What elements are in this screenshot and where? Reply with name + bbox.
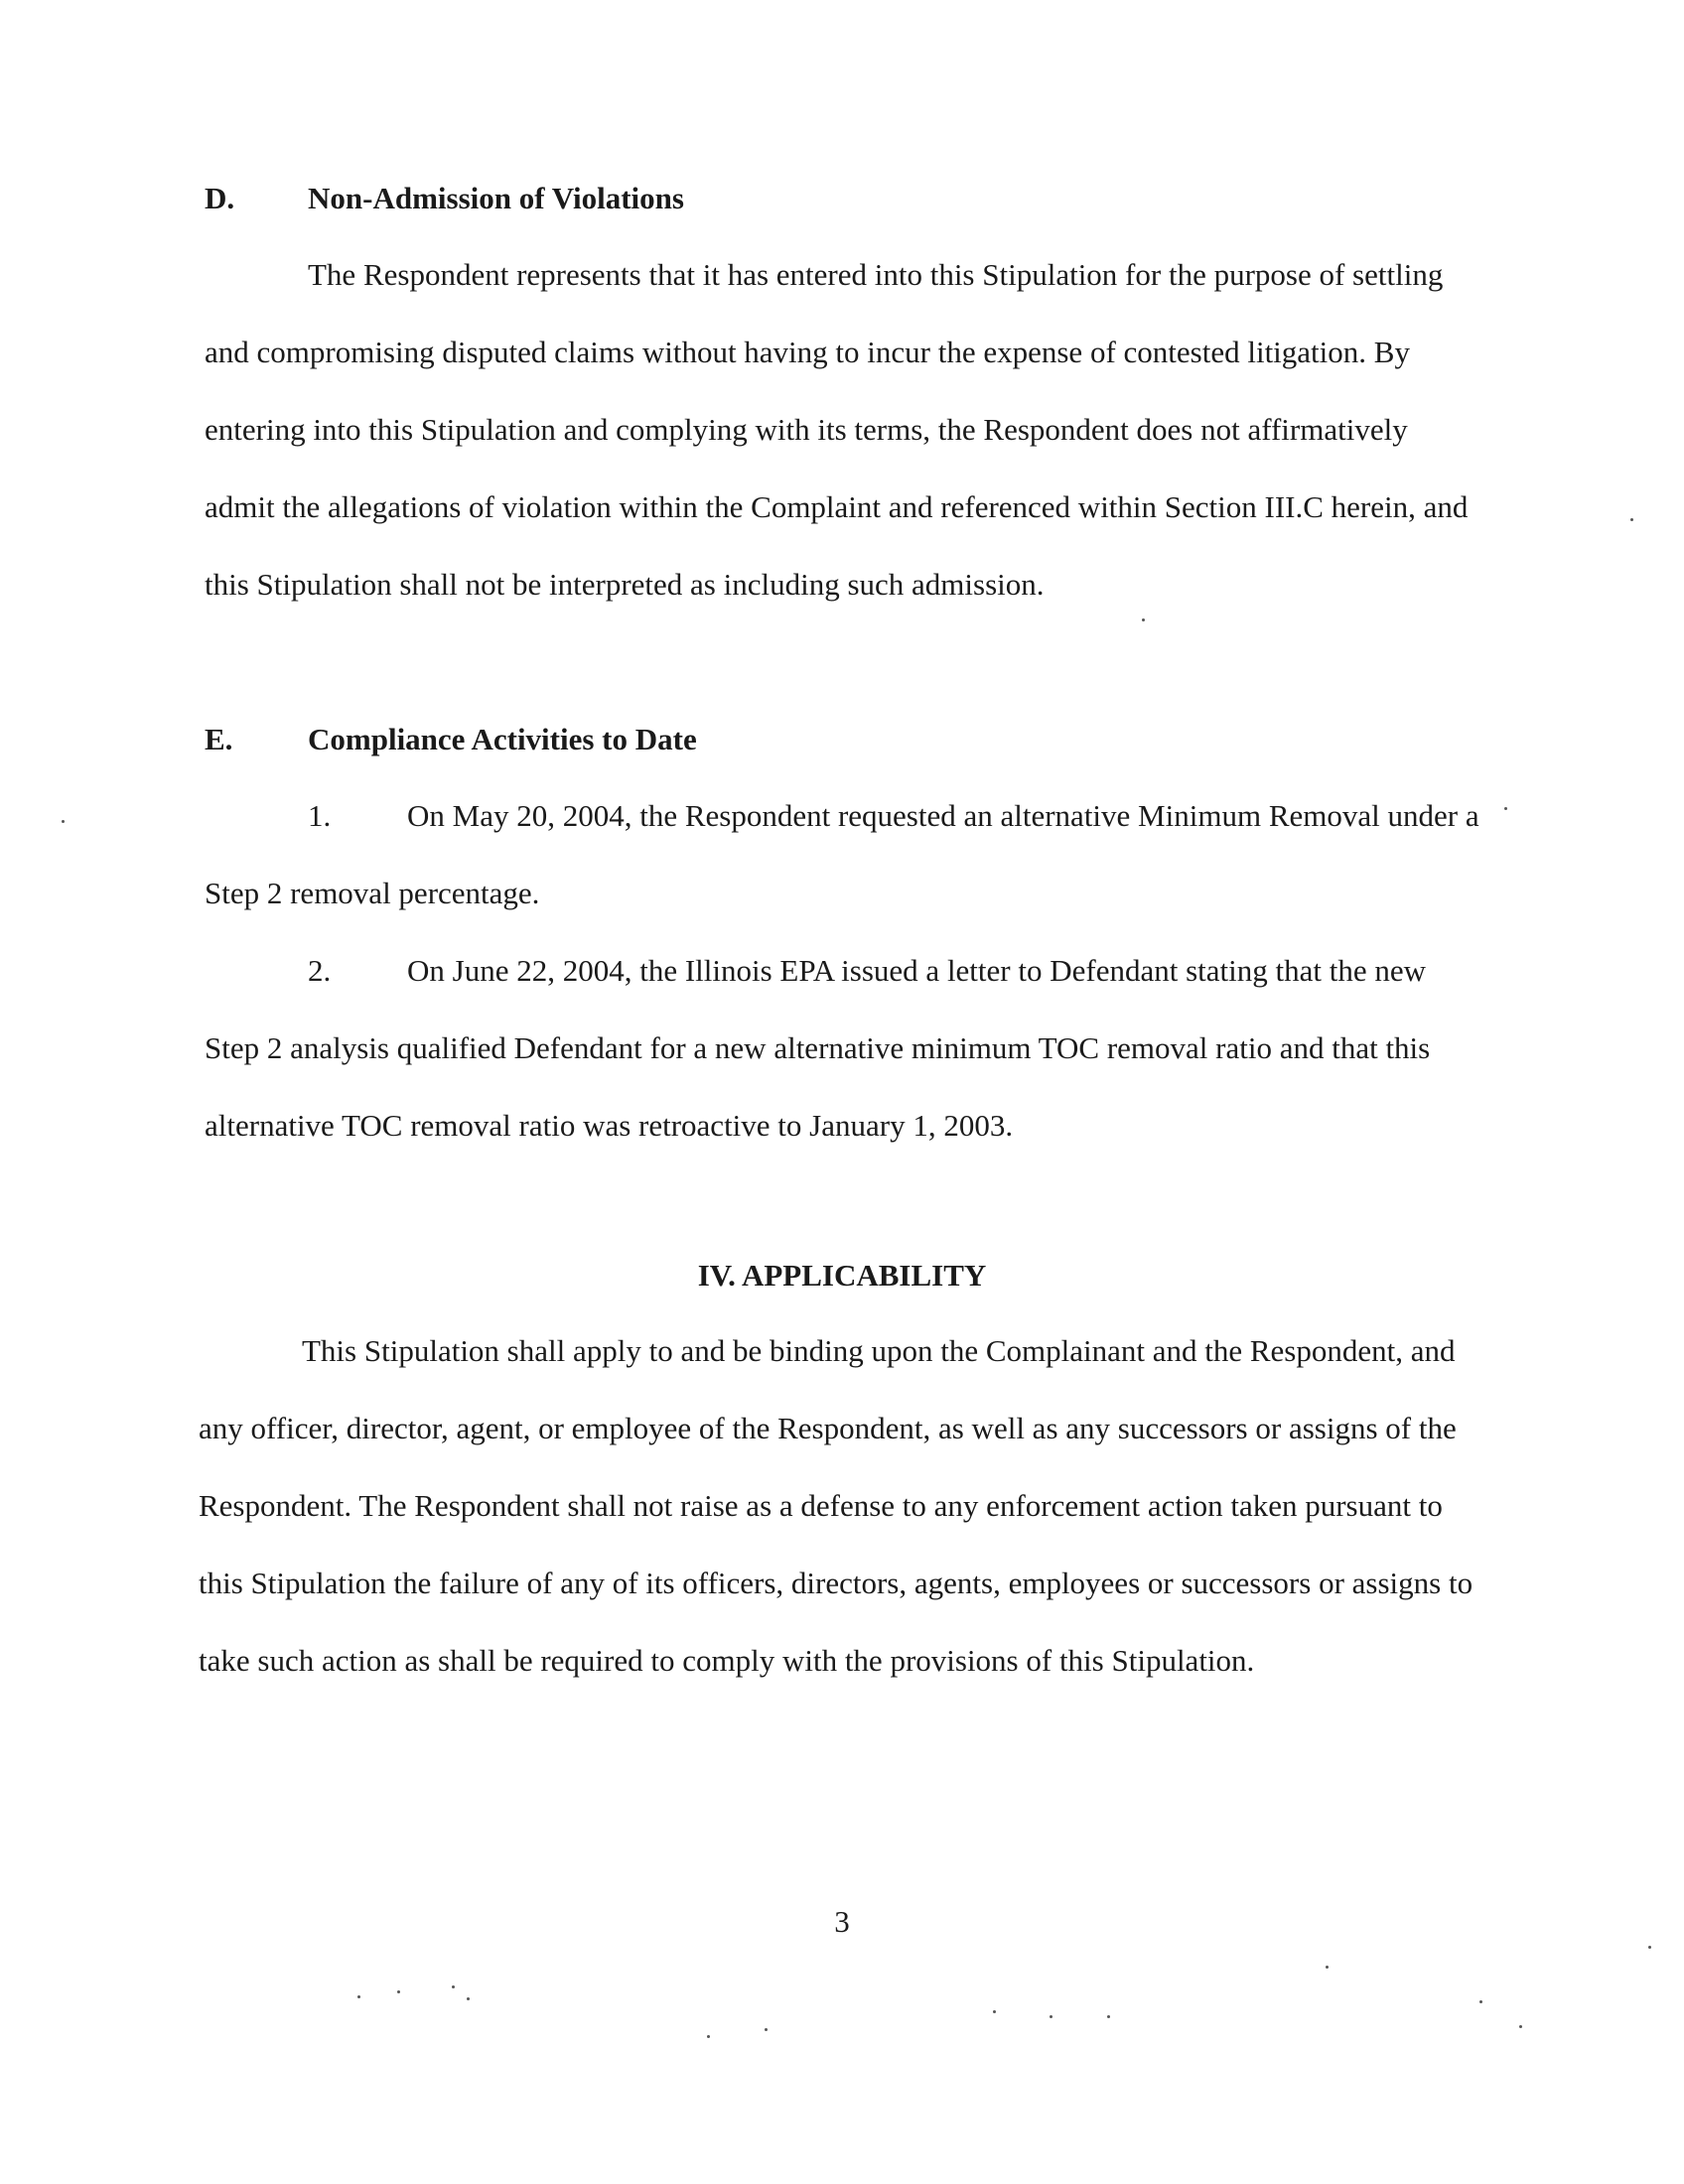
scan-speck — [452, 1985, 455, 1988]
scan-speck — [1630, 518, 1633, 521]
scan-speck — [1648, 1946, 1651, 1949]
scan-speck — [357, 1995, 360, 1998]
section-iv-heading: IV. APPLICABILITY — [697, 1258, 987, 1293]
compliance-item-2-text: On June 22, 2004, the Illinois EPA issued a letter to Defendant stating that the new Step 2 analysis qualified Defendant for a new alternative minimum TOC removal ratio and that this alternative TOC removal ratio was retroactive to January 1, 2003. — [205, 953, 1431, 1143]
scan-speck — [467, 1997, 470, 2000]
scan-speck — [765, 2028, 768, 2031]
compliance-item-1 — [205, 777, 1485, 932]
section-d-heading — [205, 179, 1485, 218]
scan-speck — [1504, 807, 1507, 810]
section-e-heading — [205, 720, 1485, 759]
compliance-item-2-number: 2. — [308, 953, 332, 988]
scan-speck — [1050, 2015, 1052, 2018]
compliance-item-1-text: On May 20, 2004, the Respondent requested an alternative Minimum Removal under a Step 2 removal percentage. — [205, 798, 1479, 910]
section-d-letter: D. — [205, 181, 235, 215]
scan-speck — [397, 1990, 400, 1993]
section-d-title: Non-Admission of Violations — [308, 181, 684, 215]
section-d-paragraph: The Respondent represents that it has entered into this Stipulation for the purpose of settling and compromising disputed claims without having to incur the expense of contested litigation. By entering into this Stipulation and complying with its terms, the Respondent does not affirmatively admit the allegations of violation within the Complaint and referenced within Section III.C herein, and this Stipulation shall not be interpreted as including such admission. — [205, 257, 1469, 602]
compliance-item-1-number: 1. — [308, 798, 332, 833]
scan-speck — [62, 820, 65, 823]
section-iv-paragraph: This Stipulation shall apply to and be binding upon the Complainant and the Respondent, and any officer, director, agent, or employee of the Respondent, as well as any successors or assigns of the Respondent. The Respondent shall not raise as a defense to any enforcement action taken pursuant to this Stipulation the failure of any of its officers, directors, agents, employees or successors or assigns to take such action as shall be required to comply with the provisions of this Stipulation. — [199, 1333, 1474, 1678]
compliance-item-2 — [205, 932, 1485, 1164]
scan-speck — [1479, 2000, 1482, 2003]
scan-speck — [1107, 2015, 1110, 2018]
page-number: 3 — [834, 1904, 850, 1939]
section-e-letter: E. — [205, 722, 233, 756]
section-e-title: Compliance Activities to Date — [308, 722, 697, 756]
scan-speck — [1326, 1966, 1329, 1969]
scan-speck — [993, 2010, 996, 2013]
scan-speck — [1142, 618, 1145, 621]
scan-speck — [1519, 2025, 1522, 2028]
scan-speck — [707, 2035, 710, 2038]
